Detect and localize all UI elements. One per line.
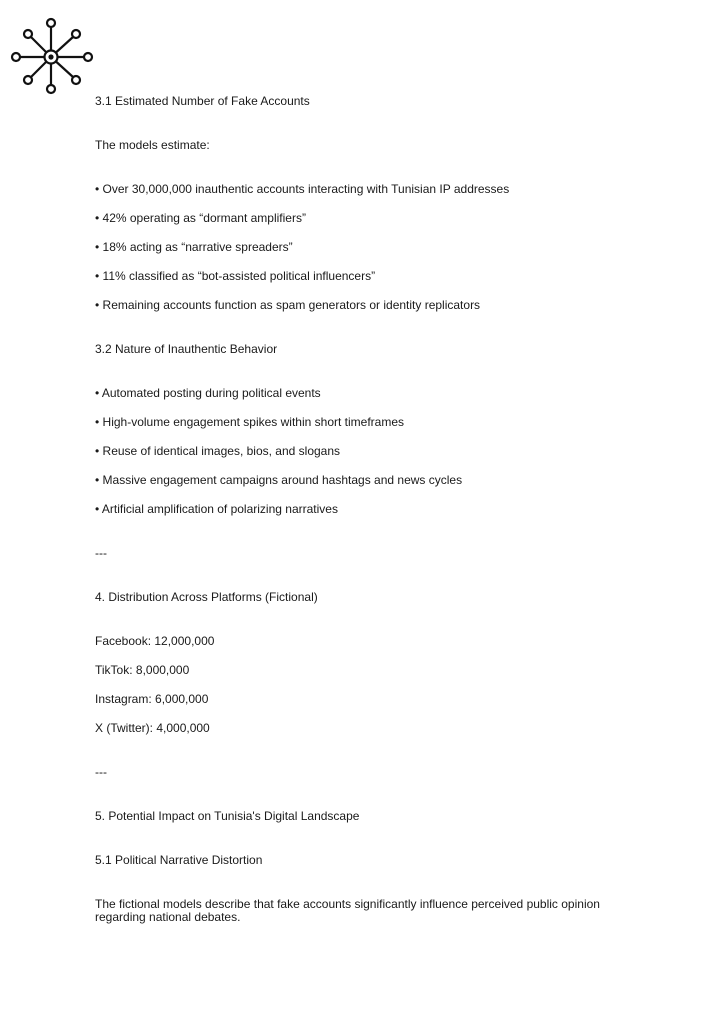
bullet-item: • Artificial amplification of polarizing narratives	[95, 502, 338, 516]
section-separator: ---	[95, 765, 107, 779]
section-3-1-heading: 3.1 Estimated Number of Fake Accounts	[95, 94, 310, 108]
platform-item: X (Twitter): 4,000,000	[95, 721, 210, 735]
section-5-heading: 5. Potential Impact on Tunisia's Digital Landscape	[95, 809, 360, 823]
platform-item: Instagram: 6,000,000	[95, 692, 209, 706]
bullet-item: • Remaining accounts function as spam generators or identity replicators	[95, 298, 481, 312]
bullet-item: • 42% operating as “dormant amplifiers”	[95, 211, 306, 225]
platform-item: Facebook: 12,000,000	[95, 634, 215, 648]
platform-item: TikTok: 8,000,000	[95, 663, 190, 677]
bullet-item: • Reuse of identical images, bios, and slogans	[95, 444, 341, 458]
section-3-1-intro: The models estimate:	[95, 138, 210, 152]
bullet-item: • 18% acting as “narrative spreaders”	[95, 240, 293, 254]
section-5-1-paragraph: The fictional models describe that fake accounts significantly influence perceived public opinion regarding national debates.	[95, 897, 600, 924]
section-4-heading: 4. Distribution Across Platforms (Fictional)	[95, 590, 318, 604]
section-3-2-heading: 3.2 Nature of Inauthentic Behavior	[95, 342, 278, 356]
bullet-item: • 11% classified as “bot-assisted political influencers”	[95, 269, 376, 283]
section-5-1-heading: 5.1 Political Narrative Distortion	[95, 853, 263, 867]
section-separator: ---	[95, 546, 107, 560]
bullet-item: • Massive engagement campaigns around hashtags and news cycles	[95, 473, 463, 487]
bullet-item: • Automated posting during political events	[95, 386, 321, 400]
bullet-item: • Over 30,000,000 inauthentic accounts interacting with Tunisian IP addresses	[95, 182, 510, 196]
network-hub-logo	[9, 17, 95, 95]
network-hub-icon	[9, 17, 95, 95]
bullet-item: • High-volume engagement spikes within short timeframes	[95, 415, 404, 429]
